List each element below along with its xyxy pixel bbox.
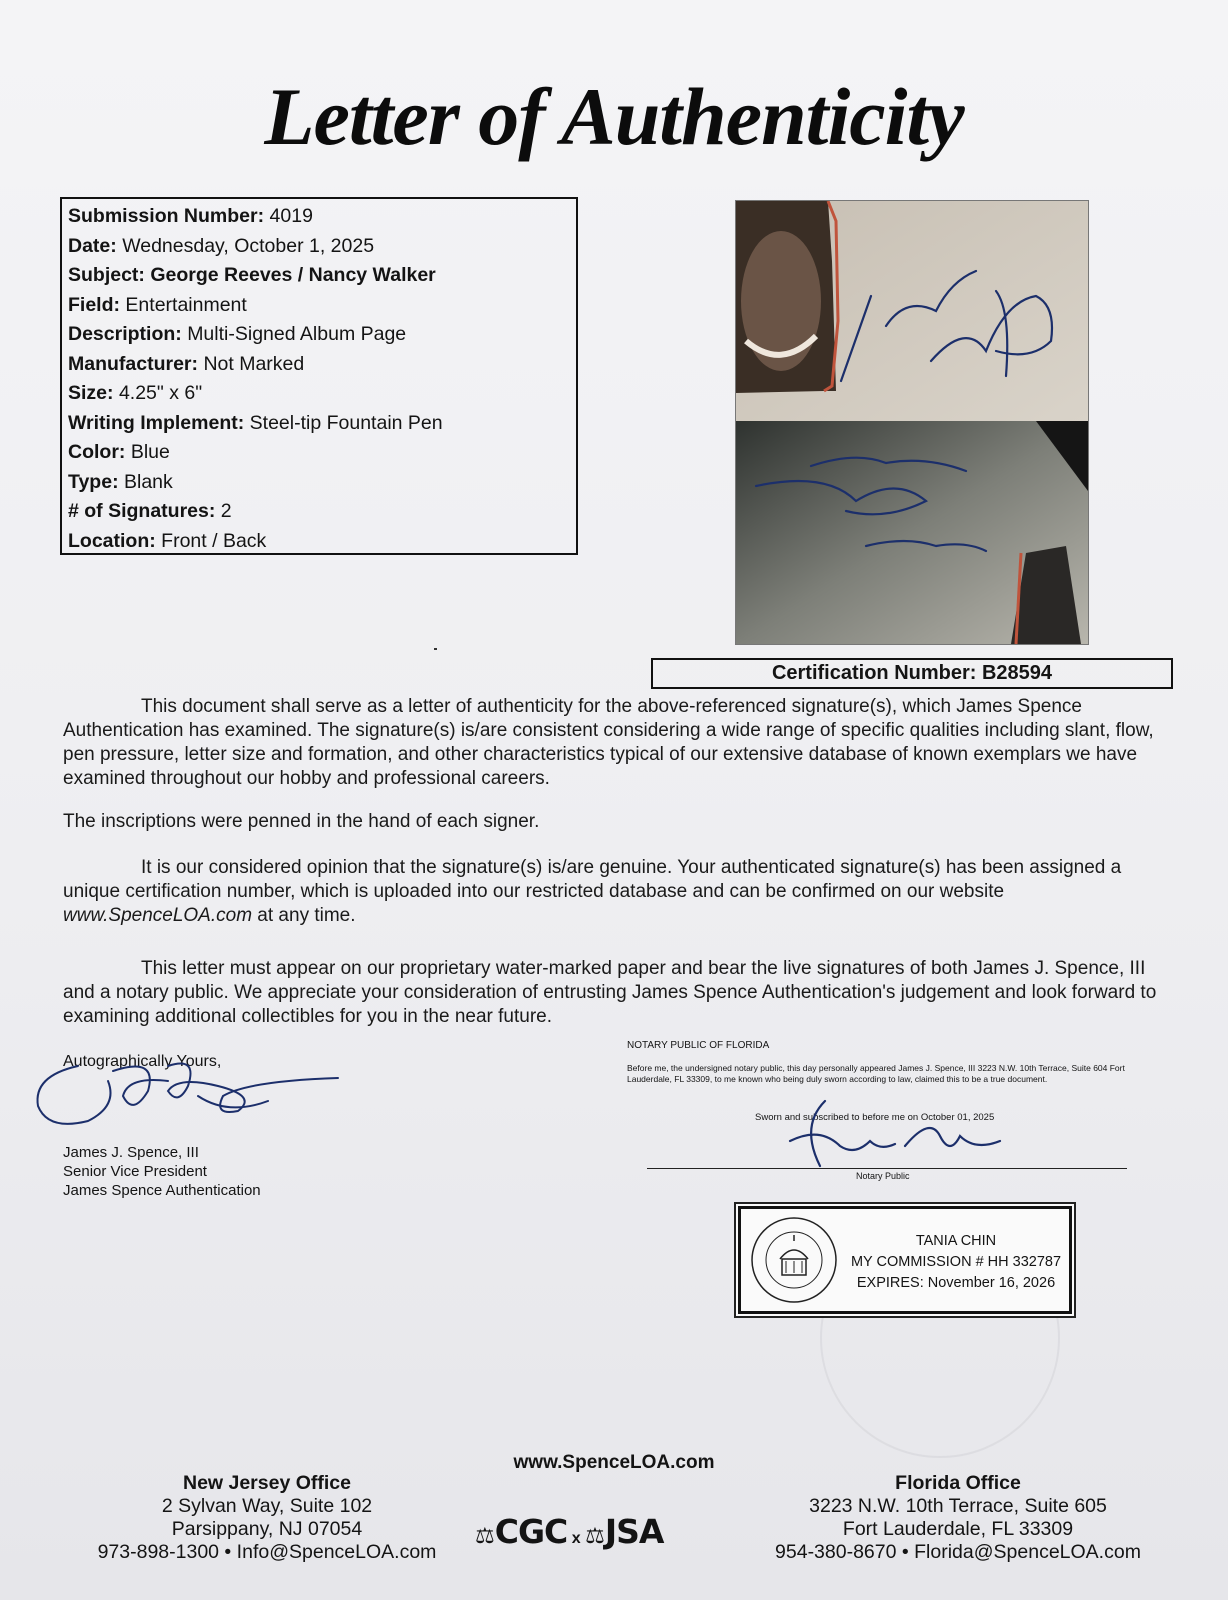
scale-icon: ⚖: [585, 1523, 605, 1548]
detail-label: Date:: [68, 234, 117, 257]
detail-value: George Reeves / Nancy Walker: [150, 264, 436, 286]
detail-label: Description:: [68, 323, 182, 345]
detail-row: [68, 291, 570, 321]
mark: [434, 648, 437, 650]
notary-public-label: Notary Public: [856, 1171, 910, 1181]
detail-value: Wednesday, October 1, 2025: [122, 234, 375, 257]
detail-value: 2: [220, 500, 232, 522]
paragraph-inscriptions: The inscriptions were penned in the hand of each signer.: [63, 811, 540, 832]
detail-row: [68, 232, 570, 262]
detail-label: Size:: [68, 382, 114, 404]
detail-label: # of Signatures:: [68, 500, 216, 522]
closing: Autographically Yours,: [63, 1053, 222, 1070]
detail-row: [68, 379, 570, 409]
detail-value: Steel-tip Fountain Pen: [249, 411, 443, 434]
fl-address-1: 3223 N.W. 10th Terrace, Suite 605: [809, 1495, 1107, 1517]
signer-name: James J. Spence, III: [63, 1144, 199, 1161]
jsa-logo: JSA: [604, 1512, 664, 1551]
detail-label: Submission Number:: [68, 205, 265, 227]
details-box: [60, 197, 578, 555]
detail-row: [68, 202, 570, 232]
sworn-line: Sworn and subscribed to before me on October 01, 2025: [755, 1112, 995, 1123]
fl-office-name: Florida Office: [895, 1472, 1021, 1494]
nj-address-1: 2 Sylvan Way, Suite 102: [161, 1495, 373, 1517]
detail-label: Manufacturer:: [68, 352, 199, 375]
nj-contact: 973-898-1300 • Info@SpenceLOA.com: [97, 1541, 437, 1563]
scale-icon: ⚖: [475, 1523, 495, 1548]
spence-signature: [28, 1046, 348, 1136]
detail-value: Blue: [130, 441, 170, 463]
detail-row: [68, 350, 570, 380]
logo-separator: x: [571, 1530, 581, 1547]
stamp-expires: EXPIRES: November 16, 2026: [856, 1275, 1056, 1291]
notary-signature-line: [647, 1168, 1127, 1169]
nj-office: [97, 1472, 437, 1564]
signer-position: Senior Vice President: [63, 1163, 207, 1180]
page-title: Letter of Authenticity: [264, 71, 964, 162]
website-link[interactable]: www.SpenceLOA.com: [63, 905, 253, 926]
detail-row: [68, 438, 570, 468]
fl-contact: 954-380-8670 • Florida@SpenceLOA.com: [775, 1541, 1141, 1563]
detail-label: Writing Implement:: [68, 411, 245, 434]
paragraph-watermark: This letter must appear on our proprietary water-marked paper and bear the live signatures of both James J. Spence, III and a notary public. We appreciate your consideration of entrusting James Spence Authentication's judgement and look forward to examining additional collectibles for you in the near future.: [63, 958, 1157, 1027]
detail-row: [68, 497, 570, 527]
detail-row: [68, 409, 570, 439]
notary-stamp: [738, 1206, 1072, 1314]
florida-seal-icon: [749, 1215, 839, 1305]
notary-section: [627, 1040, 1157, 1084]
nj-office-name: New Jersey Office: [182, 1472, 351, 1494]
cgc-logo: CGC: [494, 1512, 568, 1551]
stamp-text: [846, 1231, 1066, 1294]
detail-value: 4019: [269, 205, 313, 227]
notary-signature: [780, 1096, 1010, 1176]
fl-address-2: Fort Lauderdale, FL 33309: [842, 1518, 1074, 1540]
detail-row: [68, 320, 570, 350]
autograph-photo: [735, 200, 1089, 645]
detail-value: Not Marked: [203, 352, 305, 375]
stamp-commission: MY COMMISSION # HH 332787: [850, 1254, 1062, 1270]
detail-value: Front / Back: [161, 529, 267, 552]
detail-label: Color:: [68, 441, 126, 463]
detail-label: Location:: [68, 529, 156, 552]
detail-row: [68, 261, 570, 291]
detail-label: Subject:: [68, 264, 145, 286]
notary-heading: NOTARY PUBLIC OF FLORIDA: [627, 1040, 770, 1051]
signer-company: James Spence Authentication: [63, 1182, 261, 1199]
detail-value: Entertainment: [125, 293, 247, 316]
detail-label: Field:: [68, 293, 120, 316]
detail-label: Type:: [68, 470, 119, 493]
detail-value: 4.25" x 6": [118, 382, 203, 404]
paragraph-examination: This document shall serve as a letter of authenticity for the above-referenced signature(s), which James Spence Authentication has examined. The signature(s) is/are consistent considering a wide range of specific qualities including slant, flow, pen pressure, letter size and formation, and other characteristics typical of our extensive database of known exemplars we have examined throughout our hobby and professional careers.: [63, 696, 1154, 789]
notary-statement: Before me, the undersigned notary public, this day personally appeared James J. Spence, III 3223 N.W. 10th Terrace, Suite 604 Fort Lauderdale, FL 33309, to me known who being duly sworn according to law, claimed this to be a true document.: [627, 1063, 1125, 1084]
detail-value: Blank: [123, 470, 173, 493]
paragraph-opinion: It is our considered opinion that the signature(s) is/are genuine. Your authenticated signature(s) has been assigned a unique certification number, which is uploaded into our restricted database and can be confirmed on our website www.SpenceLOA.com at any time.: [63, 857, 1122, 926]
certification-number: Certification Number: B28594: [651, 658, 1173, 689]
stamp-name: TANIA CHIN: [915, 1233, 997, 1249]
detail-row: [68, 527, 570, 557]
detail-row: [68, 468, 570, 498]
brand-logos: [475, 1512, 755, 1552]
footer-website[interactable]: www.SpenceLOA.com: [513, 1452, 715, 1473]
signer-details: [63, 1143, 261, 1200]
fl-office: [768, 1472, 1148, 1564]
detail-value: Multi-Signed Album Page: [187, 323, 407, 345]
nj-address-2: Parsippany, NJ 07054: [171, 1518, 363, 1540]
